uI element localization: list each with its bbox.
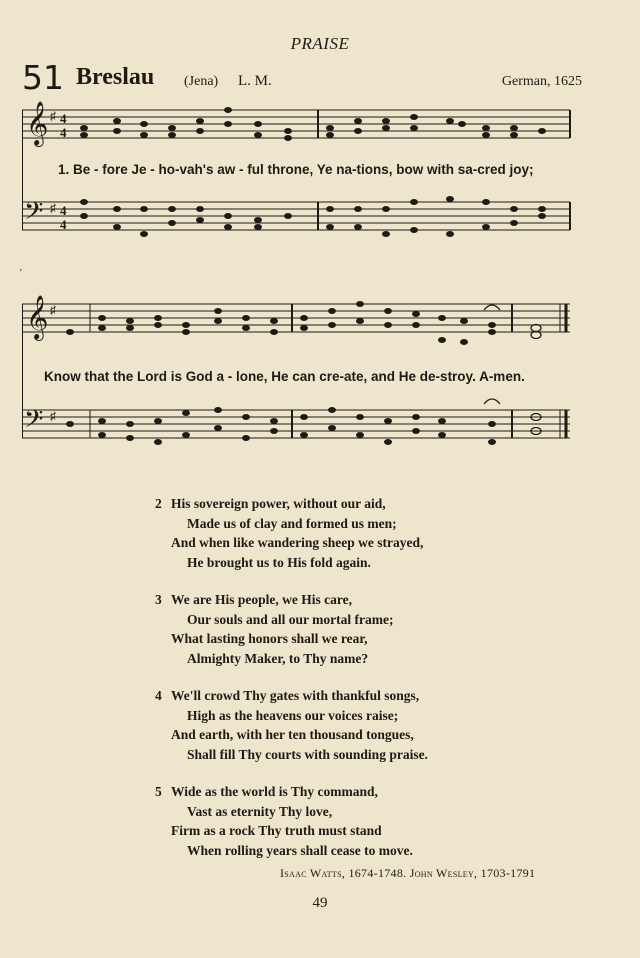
verse-number: 4 <box>155 688 162 703</box>
verse-line: We are His people, we His care, <box>171 592 352 607</box>
composer-credit: German, 1625 <box>501 74 582 89</box>
page-number: 49 <box>312 895 328 911</box>
svg-text:4: 4 <box>60 125 67 140</box>
verse-line: We'll crowd Thy gates with thankful songs, <box>171 688 420 703</box>
svg-text:𝄢: 𝄢 <box>24 197 44 232</box>
verse-2 <box>155 494 575 572</box>
svg-text:𝄢: 𝄢 <box>24 405 44 440</box>
verse-line: What lasting honors shall we rear, <box>171 631 368 646</box>
verse-line: He brought us to His fold again. <box>187 554 371 570</box>
verse-line: Our souls and all our mortal frame; <box>187 611 394 627</box>
verse-4 <box>155 686 575 764</box>
verse-line: When rolling years shall cease to move. <box>187 842 413 858</box>
tune-name: Breslau <box>76 64 155 90</box>
hymn-header <box>22 58 582 98</box>
verse-line: And when like wandering sheep we strayed, <box>171 535 424 550</box>
svg-text:4: 4 <box>60 203 67 218</box>
verse-number: 2 <box>155 496 162 511</box>
verse-number: 5 <box>155 784 162 799</box>
svg-text:4: 4 <box>60 217 67 232</box>
lyric-line-2: Know that the Lord is God a - lone, He can cre-ate, and He de-stroy. A-men. <box>44 369 525 384</box>
meter: L. M. <box>238 73 272 89</box>
svg-text:𝄞: 𝄞 <box>26 101 49 145</box>
verse-3 <box>155 590 575 668</box>
hymn-number: 51 <box>22 58 64 97</box>
svg-text:♯: ♯ <box>50 409 56 423</box>
verse-line: High as the heavens our voices raise; <box>187 707 399 723</box>
svg-text:𝄞: 𝄞 <box>26 295 49 339</box>
verse-5 <box>155 782 575 860</box>
tune-alternate-name: (Jena) <box>184 74 219 89</box>
verse-line: Firm as a rock Thy truth must stand <box>171 823 382 838</box>
verse-number: 3 <box>155 592 162 607</box>
lyric-line-1: 1. Be - fore Je - ho-vah's aw - ful throne, Ye na-tions, bow with sa-cred joy; <box>58 162 534 177</box>
verse-line: Made us of clay and formed us men; <box>187 515 397 531</box>
verse-line: And earth, with her ten thousand tongues, <box>171 727 414 742</box>
svg-text:♯: ♯ <box>50 303 56 317</box>
section-heading: PRAISE <box>290 34 350 53</box>
author-credits: Isaac Watts, 1674-1748. John Wesley, 1703-1791 <box>280 866 536 880</box>
verse-line: Vast as eternity Thy love, <box>187 803 333 819</box>
svg-text:4: 4 <box>60 111 67 126</box>
verse-line: His sovereign power, without our aid, <box>171 496 386 511</box>
verse-line: Wide as the world is Thy command, <box>171 784 378 799</box>
svg-text:♯: ♯ <box>50 201 56 215</box>
svg-text:♯: ♯ <box>50 109 56 123</box>
verses <box>155 494 575 878</box>
corner-mark: ' <box>20 268 22 279</box>
verse-line: Shall fill Thy courts with sounding praise. <box>187 746 428 762</box>
verse-line: Almighty Maker, to Thy name? <box>187 650 369 666</box>
